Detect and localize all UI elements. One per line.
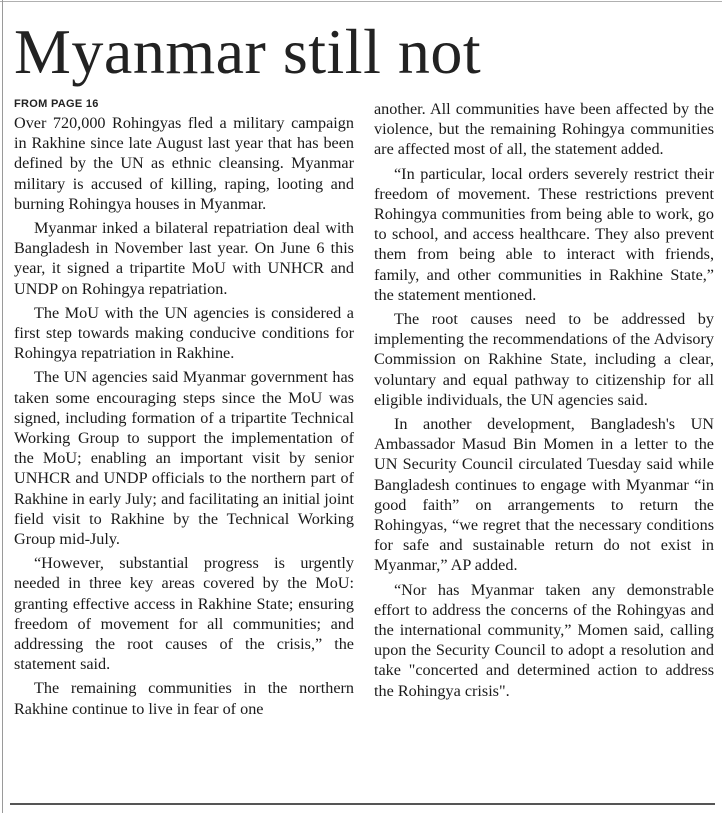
top-border: [0, 1, 722, 2]
column-left: [14, 97, 354, 723]
paragraph: “In particular, local orders severely restrict their freedom of movement. These restrictions prevent Rohingya communities from being able to work, go to school, and access healthcare. They also prevent them from being able to interact with friends, family, and other communities in Rakhine State,” the statement mentioned.: [374, 164, 714, 304]
paragraph: In another development, Bangladesh's UN Ambassador Masud Bin Momen in a letter to the UN Security Council circulated Tuesday said while Bangladesh continues to engage with Myanmar “in good faith” on arrangements to return the Rohingyas, “we regret that the necessary conditions for safe and sustainable return do not exist in Myanmar,” AP added.: [374, 415, 714, 575]
paragraph: Myanmar inked a bilateral repatriation deal with Bangladesh in November last year. On June 6 this year, it signed a tripartite MoU with UNHCR and UNDP on Rohingya repatriation.: [14, 219, 354, 298]
paragraph: The UN agencies said Myanmar government has taken some encouraging steps since the MoU was signed, including formation of a tripartite Technical Working Group to support the implementation of the MoU; enabling an important visit by senior UNHCR and UNDP officials to the northern part of Rakhine in early July; and facilitating an initial joint field visit to Rakhine by the Technical Working Group mid-July.: [14, 368, 354, 549]
paragraph: another. All communities have been affected by the violence, but the remaining Rohingya communities are affected most of all, the statement added.: [374, 100, 714, 159]
paragraph: Over 720,000 Rohingyas fled a military campaign in Rakhine since late August last year that has been defined by the UN as ethnic cleansing. Myanmar military is accused of killing, raping, looting and burning Rohingya houses in Myanmar.: [14, 114, 354, 213]
paragraph: The MoU with the UN agencies is considered a first step towards making conducive conditions for Rohingya repatriation in Rakhine.: [14, 303, 354, 363]
bottom-rule: [10, 803, 715, 805]
column-right: [374, 99, 714, 705]
paragraph: The root causes need to be addressed by implementing the recommendations of the Advisory Commission on Rakhine State, including a clear, voluntary and equal pathway to citizenship for all eligible individuals, the UN agencies said.: [374, 310, 714, 409]
headline: Myanmar still not: [14, 16, 482, 87]
paragraph: “Nor has Myanmar taken any demonstrable effort to address the concerns of the Rohingyas and the international community,” Momen said, calling upon the Security Council to adopt a resolution and take "concerted and determined action to address the Rohingya crisis".: [374, 580, 714, 700]
kicker: FROM PAGE 16: [14, 98, 99, 110]
paragraph: The remaining communities in the northern Rakhine continue to live in fear of one: [14, 679, 354, 718]
paragraph: “However, substantial progress is urgently needed in three key areas covered by the MoU: granting effective access in Rakhine State; ensuring freedom of movement for all communities; and addressing the root causes of the crisis,” the statement said.: [14, 554, 354, 674]
left-border: [2, 0, 3, 813]
